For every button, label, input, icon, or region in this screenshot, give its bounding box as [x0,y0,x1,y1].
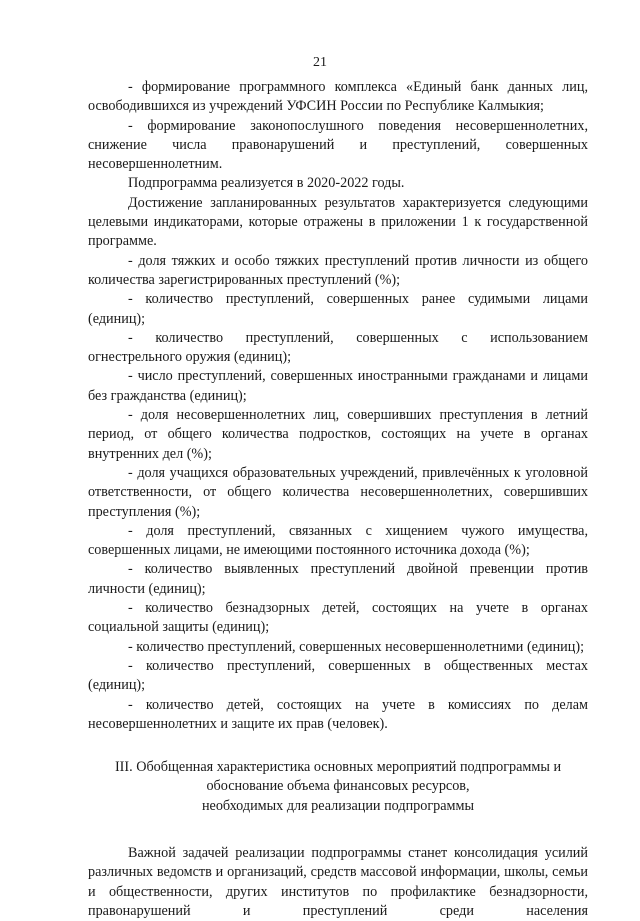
paragraph-implementation-period: Подпрограмма реализуется в 2020-2022 годы. [128,175,405,192]
indicator-neglected-children: - количество безнадзорных детей, состоящих на учете в органах социальной защиты (единиц); [88,600,588,636]
indicator-students-prosecuted: - доля учащихся образовательных учреждений, привлечённых к уголовной ответственности, от общего количества несовершеннолетних, совершивших преступления (%); [88,464,588,520]
paragraph-law-abiding-behavior: - формирование законопослушного поведения несовершеннолетних, снижение числа правонарушений и преступлений, совершенных несовершеннолетним. [88,117,588,173]
indicator-grave-crimes-share: - доля тяжких и особо тяжких преступлений против личности из общего количества зарегистрированных преступлений (%); [88,252,588,288]
indicator-juvenile-crimes: - количество преступлений, совершенных несовершеннолетними (единиц); [128,638,585,655]
page-number: 21 [313,55,327,70]
indicator-repeat-offenders: - количество преступлений, совершенных ранее судимыми лицами (единиц); [88,291,588,327]
indicator-summer-juvenile-crimes: - доля несовершеннолетних лиц, совершивших преступления в летний период, от общего количества подростков, состоящих на учете в органах внутренних дел (%); [88,407,588,462]
indicator-children-registered: - количество детей, состоящих на учете в комиссиях по делам несовершеннолетних и защите их прав (человек). [88,696,588,732]
indicator-double-prevention: - количество выявленных преступлений двойной превенции против личности (единиц); [88,561,588,597]
document-body [88,78,588,921]
indicator-foreigner-crimes: - число преступлений, совершенных иностранными гражданами и лицами без гражданства (единиц); [88,368,588,404]
paragraph-main-task: Важной задачей реализации подпрограммы станет консолидация усилий различных ведомств и организаций, средств массовой информации, школы, семьи и общественности, других институтов по профилактике безнадзорности, правонарушений и преступлений среди населения [88,844,588,919]
paragraph-databank: - формирование программного комплекса «Единый банк данных лиц, освободившихся из учреждений УФСИН России по Республике Калмыкия; [88,79,588,115]
indicator-firearm-crimes: - количество преступлений, совершенных с использованием огнестрельного оружия (единиц); [88,329,588,366]
section-heading [88,758,588,816]
section-heading-line-2: обоснование объема финансовых ресурсов, [206,778,470,795]
indicator-theft-unemployed: - доля преступлений, связанных с хищением чужого имущества, совершенных лицами, не имеющими постоянного источника дохода (%); [88,522,588,559]
paragraph-target-indicators-intro: Достижение запланированных результатов характеризуется следующими целевыми индикаторами, которые отражены в приложении 1 к государственной программе. [88,194,588,250]
indicator-public-place-crimes: - количество преступлений, совершенных в общественных местах (единиц); [88,657,588,694]
section-heading-line-1: III. Обобщенная характеристика основных мероприятий подпрограммы и [114,759,562,776]
section-heading-line-3: необходимых для реализации подпрограммы [201,797,475,814]
